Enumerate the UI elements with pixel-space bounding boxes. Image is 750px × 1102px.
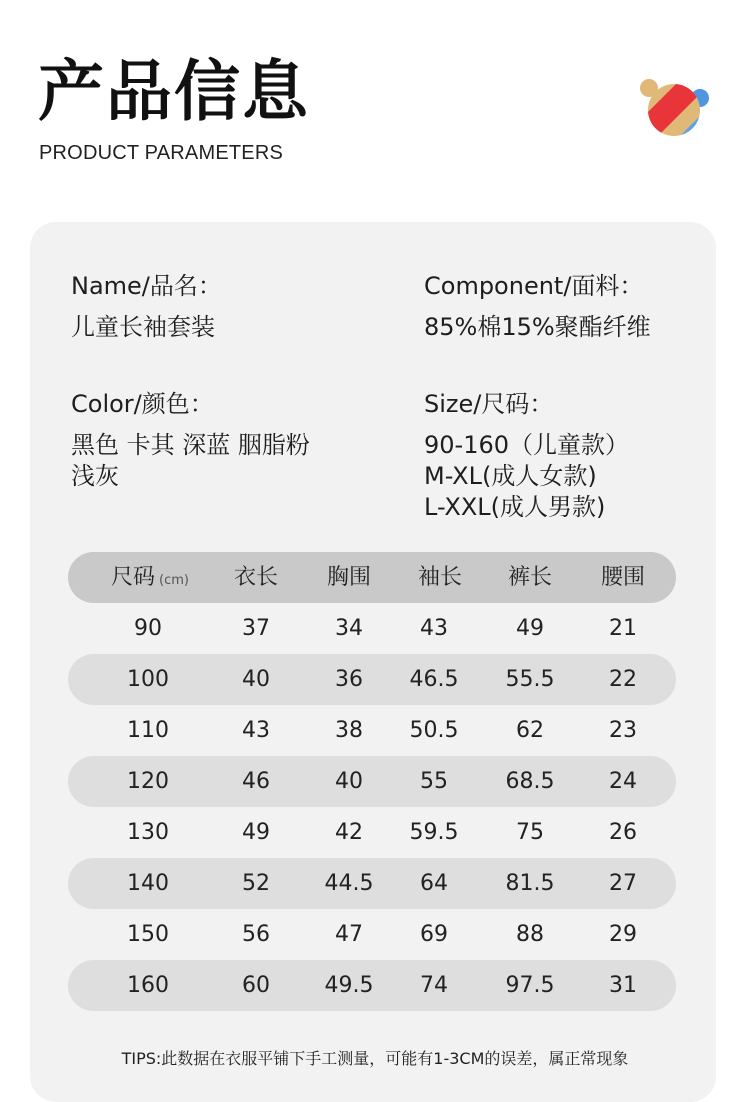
table-cell: 40 <box>242 667 270 692</box>
column-header-pants: 裤长 <box>507 565 553 590</box>
table-cell: 38 <box>335 718 363 743</box>
info-size-line: L-XXL(成人男款) <box>424 493 606 521</box>
table-cell: 90 <box>134 616 162 641</box>
table-cell: 24 <box>609 769 637 794</box>
table-cell: 36 <box>335 667 363 692</box>
column-header-waist: 腰围 <box>600 565 646 590</box>
table-cell: 75 <box>516 820 544 845</box>
table-cell: 120 <box>127 769 169 794</box>
table-cell: 21 <box>609 616 637 641</box>
tips-note: TIPS:此数据在衣服平铺下手工测量，可能有1-3CM的误差，属正常现象 <box>121 1049 629 1068</box>
table-cell: 130 <box>127 820 169 845</box>
info-component <box>424 270 651 343</box>
table-cell: 23 <box>609 718 637 743</box>
info-component-label: Component/面料： <box>424 272 644 300</box>
info-color-label: Color/颜色： <box>71 390 214 418</box>
table-cell: 160 <box>127 973 169 998</box>
table-cell: 22 <box>609 667 637 692</box>
table-row <box>68 654 676 705</box>
table-row <box>68 756 676 807</box>
info-name <box>71 270 222 343</box>
table-row <box>68 603 676 654</box>
table-cell: 69 <box>420 922 448 947</box>
column-header-size: 尺码 (cm) <box>111 565 189 590</box>
table-row <box>68 909 676 960</box>
table-cell: 55.5 <box>505 667 555 692</box>
table-cell: 50.5 <box>409 718 459 743</box>
info-color <box>71 388 310 492</box>
table-cell: 97.5 <box>505 973 555 998</box>
info-color-line: 浅灰 <box>71 462 119 490</box>
table-cell: 100 <box>127 667 169 692</box>
table-row <box>68 705 676 756</box>
table-cell: 56 <box>242 922 270 947</box>
table-row <box>68 858 676 909</box>
table-cell: 34 <box>335 616 363 641</box>
table-cell: 81.5 <box>505 871 555 896</box>
table-cell: 43 <box>242 718 270 743</box>
table-cell: 59.5 <box>409 820 459 845</box>
table-cell: 37 <box>242 616 270 641</box>
table-cell: 31 <box>609 973 637 998</box>
table-cell: 40 <box>335 769 363 794</box>
info-size-line: 90-160（儿童款） <box>424 431 630 459</box>
table-cell: 55 <box>420 769 448 794</box>
table-cell: 44.5 <box>324 871 374 896</box>
table-cell: 64 <box>420 871 448 896</box>
table-cell: 27 <box>609 871 637 896</box>
column-header-chest: 胸围 <box>326 565 372 590</box>
page-title: 产品信息 <box>38 53 310 130</box>
table-cell: 43 <box>420 616 448 641</box>
table-cell: 150 <box>127 922 169 947</box>
table-cell: 88 <box>516 922 544 947</box>
table-cell: 26 <box>609 820 637 845</box>
info-size <box>424 388 629 523</box>
info-size-label: Size/尺码： <box>424 390 554 418</box>
column-header-sleeve: 袖长 <box>417 565 463 590</box>
table-cell: 68.5 <box>505 769 555 794</box>
table-cell: 46.5 <box>409 667 459 692</box>
table-cell: 29 <box>609 922 637 947</box>
size-table-header <box>68 552 676 603</box>
column-header-length: 衣长 <box>233 565 279 590</box>
table-row <box>68 960 676 1011</box>
info-size-line: M-XL(成人女款) <box>424 462 597 490</box>
table-cell: 62 <box>516 718 544 743</box>
page-subtitle: PRODUCT PARAMETERS <box>39 142 284 164</box>
table-cell: 60 <box>242 973 270 998</box>
table-cell: 49 <box>242 820 270 845</box>
info-name-label: Name/品名： <box>71 272 222 300</box>
unit-label: (cm) <box>159 573 189 588</box>
table-cell: 47 <box>335 922 363 947</box>
info-name-value: 儿童长袖套装 <box>71 313 215 341</box>
size-table <box>68 552 676 1011</box>
size-table-body <box>68 603 676 1011</box>
table-cell: 110 <box>127 718 169 743</box>
table-row <box>68 807 676 858</box>
info-component-value: 85%棉15%聚酯纤维 <box>424 313 651 341</box>
table-cell: 46 <box>242 769 270 794</box>
info-color-line: 黑色 卡其 深蓝 胭脂粉 <box>71 431 310 459</box>
table-cell: 42 <box>335 820 363 845</box>
table-cell: 140 <box>127 871 169 896</box>
table-cell: 49 <box>516 616 544 641</box>
table-cell: 49.5 <box>324 973 374 998</box>
table-cell: 74 <box>420 973 448 998</box>
brand-logo-icon <box>640 76 712 140</box>
table-cell: 52 <box>242 871 270 896</box>
